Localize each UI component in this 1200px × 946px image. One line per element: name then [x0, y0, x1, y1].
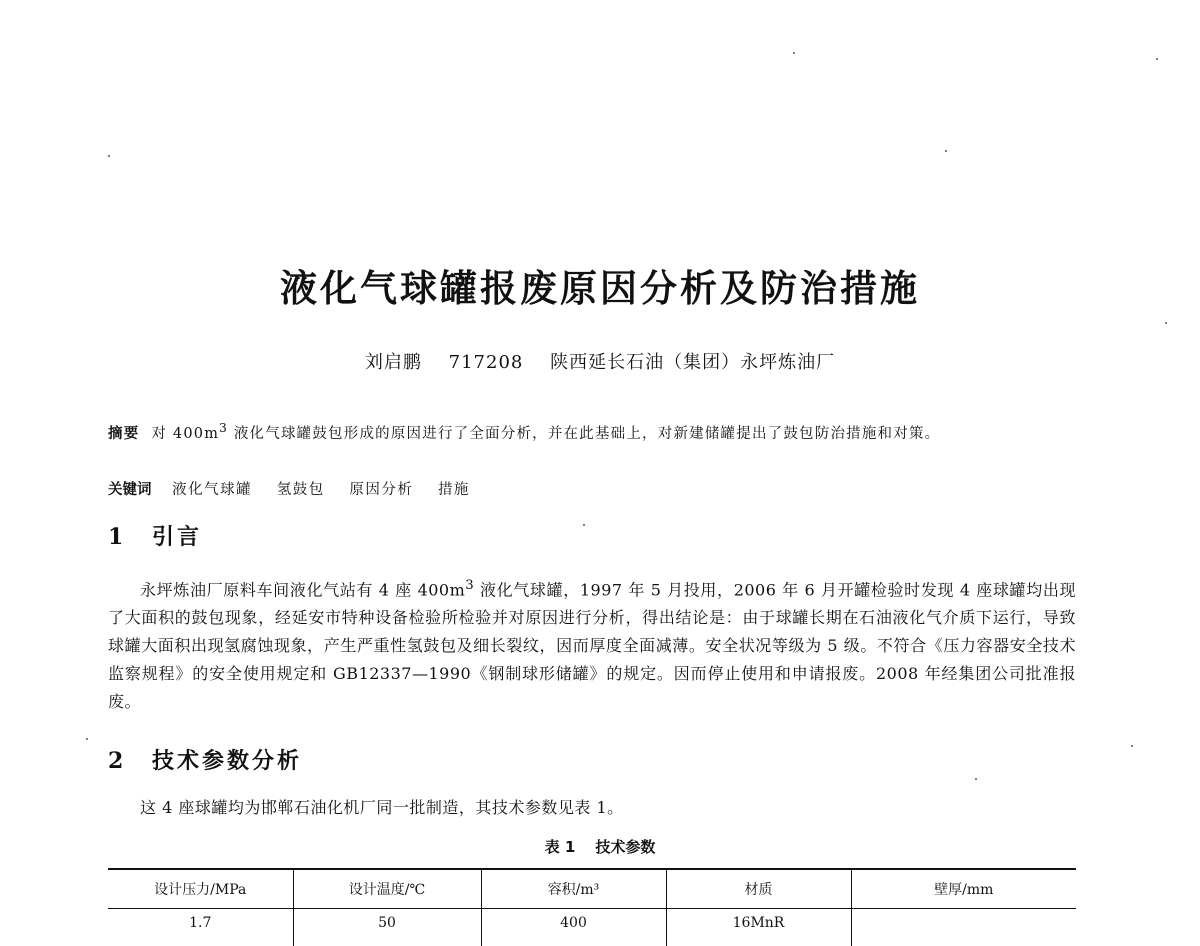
- section-heading: [108, 520, 202, 551]
- section-paragraph: [108, 794, 1076, 822]
- paragraph-text-part1: 永坪炼油厂原料车间液化气站有 4 座 400m: [140, 580, 465, 599]
- table-cell: 1.7: [108, 909, 293, 946]
- paper-title: 液化气球罐报废原因分析及防治措施: [0, 258, 1200, 312]
- table-header-row: [108, 869, 1076, 909]
- scan-speck: [975, 778, 977, 780]
- keyword-item: 原因分析: [349, 482, 413, 498]
- paragraph-text-part2: 液化气球罐，1997 年 5 月投用，2006 年 6 月开罐检验时发现 4 座球罐均出现了大面积的鼓包现象，经延安市特种设备检验所检验并对原因进行分析，得出结论是：由于球罐长期在石油液化气介质下运行，导致球罐大面积出现氢腐蚀现象，产生严重性氢鼓包及细长裂纹，因而厚度全面减薄。安全状况等级为 5 级。不符合《压力容器安全技术监察规程》的安全使用规定和 GB12337—1990《钢制球形储罐》的规定。因而停止使用和申请报废。2008 年经集团公司批准报废。: [108, 580, 1076, 711]
- table-caption-label: 表 1: [545, 838, 576, 856]
- paragraph-text: 这 4 座球罐均为邯郸石油化机厂同一批制造，其技术参数见表 1。: [140, 798, 624, 817]
- abstract-superscript: 3: [219, 421, 228, 435]
- table-cell: [851, 909, 1076, 946]
- params-table: [108, 868, 1076, 946]
- table-row: [108, 909, 1076, 946]
- author-affiliation: 陕西延长石油（集团）永坪炼油厂: [550, 352, 835, 373]
- section-heading: [108, 744, 302, 775]
- section-number: 2: [108, 748, 152, 774]
- table-header-cell: 设计温度/℃: [293, 869, 481, 909]
- scan-speck: [86, 738, 88, 740]
- abstract-text-part2: 液化气球罐鼓包形成的原因进行了全面分析，并在此基础上，对新建储罐提出了鼓包防治措施和对策。: [228, 426, 940, 442]
- section-title: 技术参数分析: [152, 749, 302, 774]
- table-cell: 16MnR: [666, 909, 851, 946]
- section-paragraph: [108, 572, 1076, 716]
- paragraph-superscript: 3: [465, 578, 474, 593]
- scan-speck: [793, 52, 795, 54]
- table-caption-title: 技术参数: [595, 838, 655, 856]
- keyword-item: 措施: [438, 482, 470, 498]
- keywords: [108, 478, 1080, 502]
- scan-speck: [583, 524, 585, 526]
- author-name: 刘启鹏: [365, 352, 422, 373]
- section-title: 引言: [152, 525, 202, 550]
- table-caption: [0, 836, 1200, 857]
- table-header-cell: 壁厚/mm: [851, 869, 1076, 909]
- keyword-item: 液化气球罐: [172, 482, 252, 498]
- author-line: [0, 348, 1200, 374]
- section-number: 1: [108, 524, 152, 550]
- keyword-item: 氢鼓包: [277, 482, 325, 498]
- table-cell: 50: [293, 909, 481, 946]
- keywords-label: 关键词: [108, 482, 152, 498]
- abstract: [108, 414, 1080, 448]
- abstract-label: 摘要: [108, 426, 139, 442]
- table-header-cell: 设计压力/MPa: [108, 869, 293, 909]
- table-header-cell: 材质: [666, 869, 851, 909]
- scan-speck: [1156, 58, 1158, 60]
- table-cell: 400: [481, 909, 666, 946]
- table-header-cell: 容积/m³: [481, 869, 666, 909]
- abstract-text-part1: 对 400m: [151, 426, 219, 442]
- scan-speck: [1131, 745, 1133, 747]
- author-postcode: 717208: [449, 352, 524, 373]
- scan-speck: [1165, 322, 1167, 324]
- scan-speck: [945, 150, 947, 152]
- scan-speck: [108, 155, 110, 157]
